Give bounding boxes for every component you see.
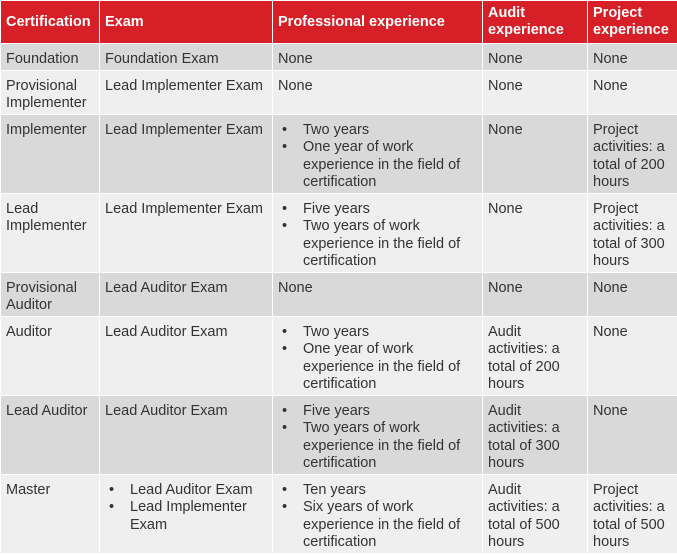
professional-experience-list: [278, 403, 477, 473]
table-row: [1, 316, 677, 395]
list-item: • Five years: [278, 403, 477, 421]
audit-experience-cell: Audit activities: a total of 500 hours: [483, 474, 588, 553]
audit-experience-cell: Audit activities: a total of 300 hours: [483, 395, 588, 474]
audit-experience-cell: None: [483, 193, 588, 272]
table-row: [1, 70, 677, 114]
header-project-experience: Project experience: [588, 1, 677, 44]
professional-experience-cell: None: [273, 272, 483, 316]
professional-experience-cell: None: [273, 44, 483, 71]
header-exam: Exam: [100, 1, 273, 44]
professional-experience-cell: [273, 395, 483, 474]
table-row: [1, 114, 677, 193]
certification-cell: Provisional Implementer: [1, 70, 100, 114]
project-experience-cell: None: [588, 44, 677, 71]
project-experience-cell: Project activities: a total of 200 hours: [588, 114, 677, 193]
certification-cell: Lead Implementer: [1, 193, 100, 272]
list-item: • Two years of work experience in the field of certification: [278, 218, 477, 271]
professional-experience-cell: [273, 114, 483, 193]
table-row: [1, 474, 677, 553]
exam-cell: Lead Implementer Exam: [100, 114, 273, 193]
exam-cell: Foundation Exam: [100, 44, 273, 71]
project-experience-cell: Project activities: a total of 500 hours: [588, 474, 677, 553]
exam-list: [105, 482, 267, 535]
list-item: • Two years of work experience in the field of certification: [278, 420, 477, 473]
list-item: • One year of work experience in the field of certification: [278, 139, 477, 192]
list-item: • Five years: [278, 201, 477, 219]
professional-experience-list: [278, 122, 477, 192]
audit-experience-cell: None: [483, 70, 588, 114]
certification-cell: Lead Auditor: [1, 395, 100, 474]
list-item: • Lead Implementer Exam: [105, 499, 267, 534]
professional-experience-list: [278, 324, 477, 394]
table-row: [1, 395, 677, 474]
project-experience-cell: Project activities: a total of 300 hours: [588, 193, 677, 272]
exam-cell: Lead Auditor Exam: [100, 272, 273, 316]
exam-cell: Lead Implementer Exam: [100, 70, 273, 114]
project-experience-cell: None: [588, 395, 677, 474]
professional-experience-cell: None: [273, 70, 483, 114]
list-item: • One year of work experience in the field of certification: [278, 341, 477, 394]
professional-experience-cell: [273, 316, 483, 395]
header-professional-experience: Professional experience: [273, 1, 483, 44]
header-row: [1, 1, 677, 44]
professional-experience-list: [278, 482, 477, 552]
list-item: • Ten years: [278, 482, 477, 500]
audit-experience-cell: None: [483, 272, 588, 316]
professional-experience-list: [278, 201, 477, 271]
exam-cell: Lead Auditor Exam: [100, 316, 273, 395]
certification-cell: Implementer: [1, 114, 100, 193]
table-row: [1, 44, 677, 71]
certification-cell: Master: [1, 474, 100, 553]
audit-experience-cell: None: [483, 114, 588, 193]
header-certification: Certification: [1, 1, 100, 44]
project-experience-cell: None: [588, 70, 677, 114]
project-experience-cell: None: [588, 316, 677, 395]
certification-cell: Foundation: [1, 44, 100, 71]
list-item: • Two years: [278, 324, 477, 342]
professional-experience-cell: [273, 474, 483, 553]
list-item: • Two years: [278, 122, 477, 140]
header-audit-experience: Audit experience: [483, 1, 588, 44]
certification-cell: Auditor: [1, 316, 100, 395]
audit-experience-cell: Audit activities: a total of 200 hours: [483, 316, 588, 395]
exam-cell: [100, 474, 273, 553]
professional-experience-cell: [273, 193, 483, 272]
list-item: • Six years of work experience in the field of certification: [278, 499, 477, 552]
exam-cell: Lead Auditor Exam: [100, 395, 273, 474]
audit-experience-cell: None: [483, 44, 588, 71]
certification-cell: Provisional Auditor: [1, 272, 100, 316]
exam-cell: Lead Implementer Exam: [100, 193, 273, 272]
project-experience-cell: None: [588, 272, 677, 316]
list-item: • Lead Auditor Exam: [105, 482, 267, 500]
table-row: [1, 272, 677, 316]
table-row: [1, 193, 677, 272]
